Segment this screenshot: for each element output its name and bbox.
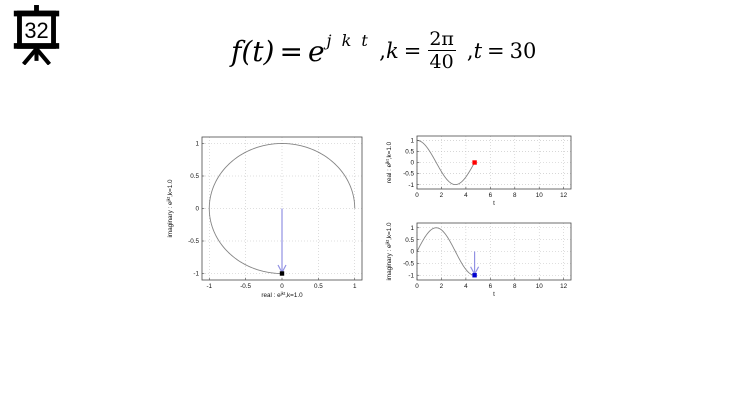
tick-label: -0.5 xyxy=(240,283,252,290)
tick-label: 2 xyxy=(439,192,444,199)
projector-screen-icon xyxy=(13,5,60,65)
formula-t-var: t xyxy=(473,39,483,63)
tick-label: -1 xyxy=(408,181,414,189)
axis-label: real : $e^{jkt},k=1.0$ xyxy=(384,141,393,184)
fraction-numerator: 2π xyxy=(429,28,454,51)
tick-label: 12 xyxy=(560,192,568,199)
tick-label: -0.5 xyxy=(188,238,199,246)
tick-label: 10 xyxy=(535,283,543,290)
real-part-chart xyxy=(383,125,585,209)
formula-t-value: 30 xyxy=(509,39,537,63)
tick-label: 0 xyxy=(410,159,414,167)
tick-label: -1 xyxy=(408,272,414,280)
tick-label: 0.5 xyxy=(190,173,199,181)
slide-number-icon xyxy=(13,5,60,70)
formula-k-var: k xyxy=(385,39,399,63)
formula-lhs: f(t) xyxy=(231,34,275,68)
tick-label: 0.5 xyxy=(313,283,323,290)
tick-label: 6 xyxy=(488,192,493,199)
plot-frame xyxy=(417,223,571,280)
plot-frame xyxy=(417,136,571,189)
tick-label: 12 xyxy=(560,283,568,290)
tick-label: 0 xyxy=(280,283,284,290)
tick-label: 4 xyxy=(464,192,468,199)
formula-comma-2: , xyxy=(466,39,474,63)
fraction-denominator: 40 xyxy=(429,51,454,73)
tick-label: 10 xyxy=(535,192,543,199)
tick-label: 6 xyxy=(488,283,493,290)
tick-label: 0 xyxy=(415,283,419,290)
slide-number: 32 xyxy=(24,18,49,44)
axis-label: imaginary : $e^{jkt},k=1.0$ xyxy=(384,222,393,281)
formula-equals: = xyxy=(279,34,303,68)
formula xyxy=(231,22,536,80)
tick-label: 1 xyxy=(410,137,414,145)
axis-label: t xyxy=(493,291,495,298)
tick-label: -1 xyxy=(206,283,213,290)
formula-comma-1: , xyxy=(379,39,386,63)
tick-label: 0 xyxy=(195,205,199,213)
tick-label: 1 xyxy=(352,283,357,290)
axis-label: t xyxy=(493,200,495,207)
axis-label: imaginary : $e^{jkt},k=1.0$ xyxy=(165,179,174,238)
formula-exp-base: e xyxy=(307,34,325,68)
tick-label: -0.5 xyxy=(403,170,414,178)
axis-label: real : $e^{jkt},k=1.0$ xyxy=(261,290,303,299)
tick-label: 0.5 xyxy=(405,148,414,156)
formula-equals-3: = xyxy=(487,39,505,63)
tick-label: 8 xyxy=(513,283,517,290)
formula-fraction xyxy=(427,29,456,72)
tick-label: 2 xyxy=(439,283,444,290)
data-marker xyxy=(472,273,476,277)
imag-part-plot xyxy=(383,212,585,300)
tick-label: 8 xyxy=(513,192,517,199)
tick-label: 0 xyxy=(415,192,419,199)
tick-label: 0.5 xyxy=(405,236,414,244)
tick-label: -1 xyxy=(193,270,199,278)
tick-label: 4 xyxy=(464,283,468,290)
screen-bottom-bar xyxy=(14,43,59,49)
data-marker xyxy=(472,160,476,164)
tick-label: 0 xyxy=(410,248,414,256)
real-part-plot xyxy=(383,125,585,209)
tick-label: 1 xyxy=(195,140,199,148)
formula-equals-2: = xyxy=(403,39,422,63)
screen-top-bar xyxy=(14,11,59,17)
tick-label: -0.5 xyxy=(403,260,414,268)
tick-label: 1 xyxy=(410,224,414,232)
complex-plane-plot xyxy=(158,126,372,312)
data-marker xyxy=(280,271,284,275)
imag-part-chart xyxy=(383,212,585,300)
complex-plane-chart xyxy=(158,126,372,312)
formula-exponent: j k t xyxy=(326,30,371,50)
tripod-legs xyxy=(24,49,50,64)
